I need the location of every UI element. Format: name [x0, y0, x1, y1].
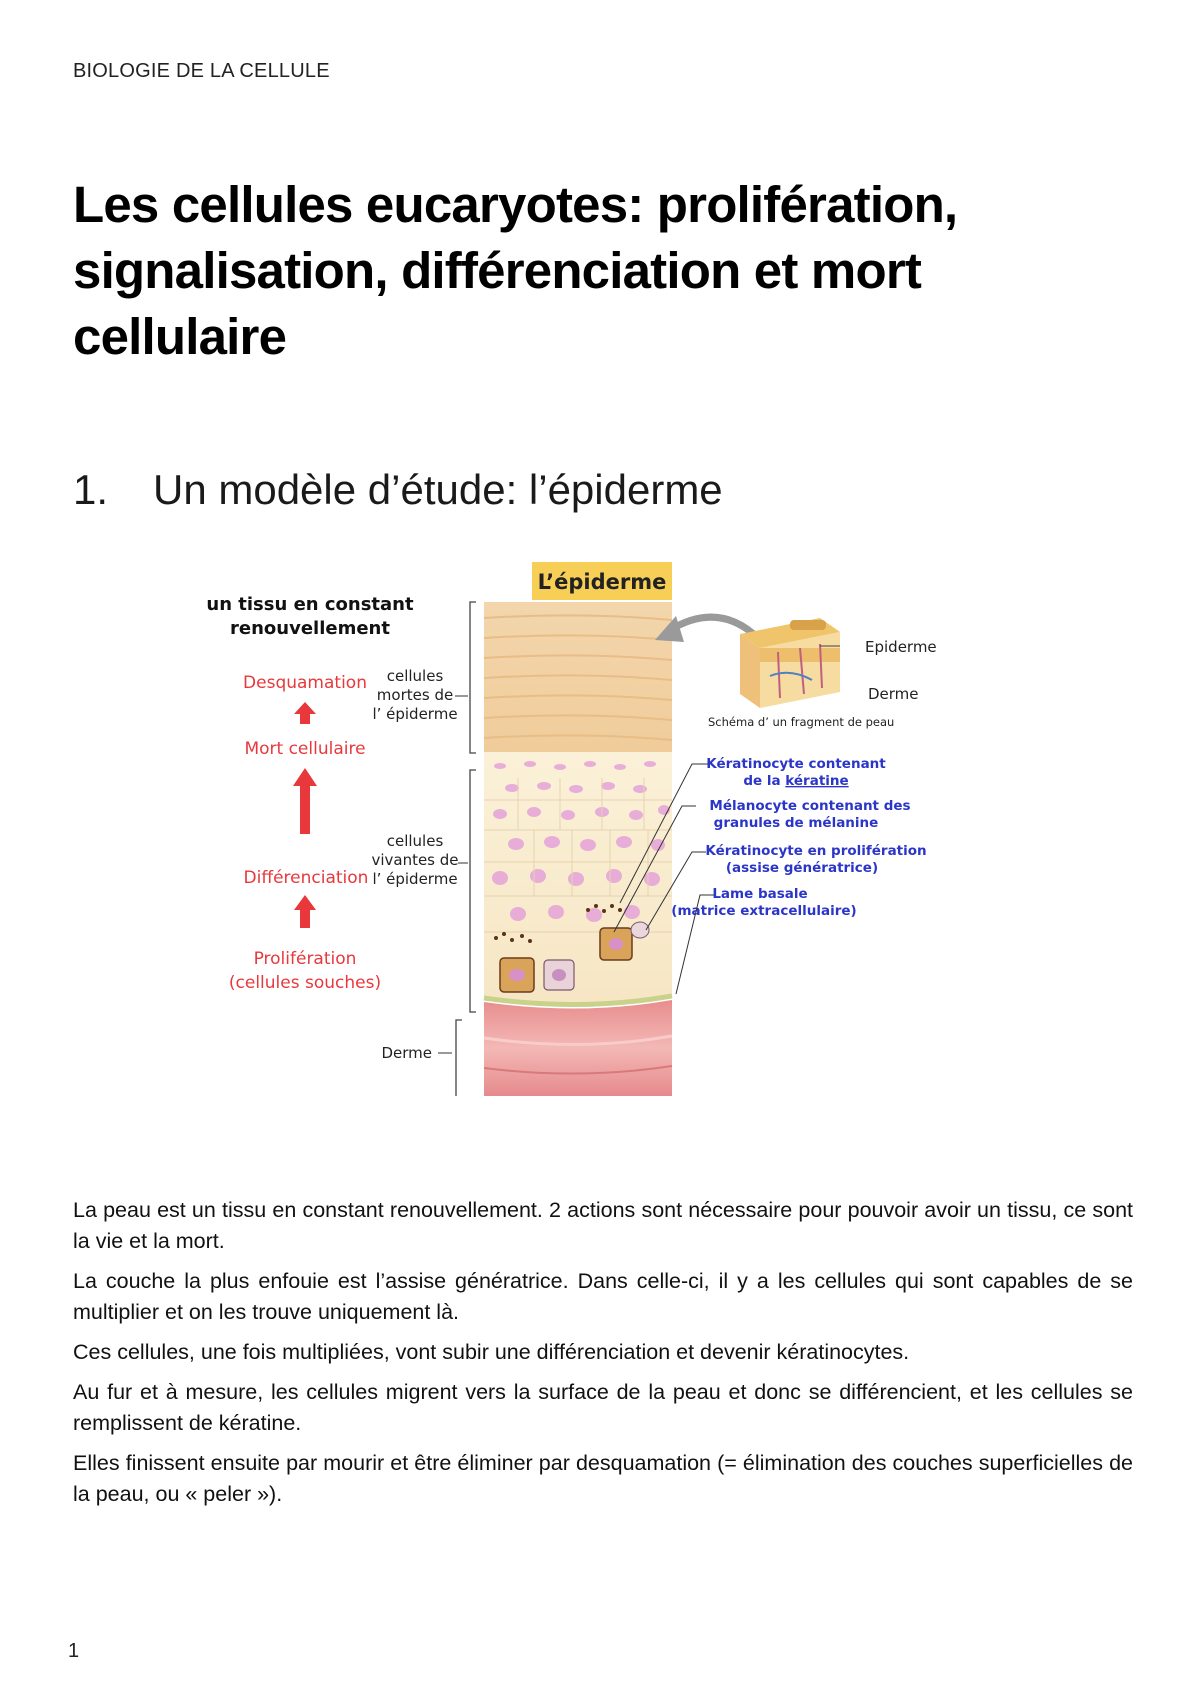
layer-label-derme: Derme: [381, 1044, 432, 1062]
page-number: 1: [68, 1640, 80, 1662]
banner-title: L’épiderme: [537, 570, 667, 594]
layer-label-mortes-3: l’ épiderme: [372, 705, 458, 723]
paragraph: La couche la plus enfouie est l’assise génératrice. Dans celle-ci, il y a les cellules qui sont capables de se multiplier et on les trouve uniquement là.: [73, 1269, 1133, 1324]
inset-label-derme: Derme: [868, 685, 919, 703]
layer-label-mortes-2: mortes de: [376, 686, 454, 704]
page-title: Les cellules eucaryotes: prolifération, signalisation, différenciation et mort cellulaire: [73, 176, 958, 365]
inset-caption: Schéma d’ un fragment de peau: [708, 715, 895, 729]
annotation-proliferation-2: (assise génératrice): [725, 860, 879, 876]
bracket-derme: [456, 1020, 462, 1096]
stage-mort-cellulaire: Mort cellulaire: [244, 739, 366, 759]
figure-subtitle-line2: renouvellement: [230, 618, 390, 639]
layer-label-vivantes-3: l’ épiderme: [372, 870, 458, 888]
section-number: 1.: [73, 466, 109, 513]
dermis-layer: [484, 1000, 672, 1096]
paragraph: Elles finissent ensuite par mourir et être éliminer par desquamation (= élimination des couches superficielles de la peau, ou « peler »).: [73, 1451, 1133, 1506]
paragraph: Ces cellules, une fois multipliées, vont subir une différenciation et devenir kératinocytes.: [73, 1340, 910, 1364]
running-header: BIOLOGIE DE LA CELLULE: [73, 60, 330, 82]
stage-desquamation: Desquamation: [243, 673, 367, 693]
layer-label-vivantes-2: vivantes de: [371, 851, 459, 869]
bracket-dead-layer: [470, 602, 476, 753]
arrow-up-icon: [293, 768, 317, 834]
annotation-lame-basale-1: Lame basale: [712, 886, 808, 902]
annotation-proliferation-1: Kératinocyte en prolifération: [705, 843, 927, 859]
annotation-melanocyte-1: Mélanocyte contenant des: [709, 798, 911, 814]
epidermis-figure: [200, 548, 1000, 1108]
layer-label-vivantes-1: cellules: [386, 832, 444, 850]
annotation-melanocyte-2: granules de mélanine: [713, 815, 879, 831]
keratine-link: kératine: [785, 773, 849, 789]
skin-fragment-inset: [740, 618, 840, 708]
stage-cellules-souches: (cellules souches): [228, 973, 382, 993]
stage-proliferation: Prolifération: [253, 949, 357, 969]
layer-label-mortes-1: cellules: [386, 667, 444, 685]
bracket-living-layer: [470, 770, 476, 1012]
annotation-keratinocyte-2: de la kératine: [743, 773, 849, 789]
paragraph: La peau est un tissu en constant renouvellement. 2 actions sont nécessaire pour pouvoir avoir un tissu, ce sont la vie et la mort.: [73, 1198, 1133, 1253]
stage-differenciation: Différenciation: [243, 868, 369, 888]
section-title: Un modèle d’étude: l’épiderme: [153, 466, 723, 513]
annotation-keratinocyte-1: Kératinocyte contenant: [706, 756, 886, 772]
dead-cell-layer: [484, 602, 672, 752]
body-text: [73, 1195, 1133, 1519]
paragraph: Au fur et à mesure, les cellules migrent vers la surface de la peau et donc se différencient, et les cellules se remplissent de kératine.: [73, 1380, 1133, 1435]
arrow-up-icon: [294, 895, 316, 928]
figure-subtitle-line1: un tissu en constant: [206, 594, 414, 615]
inset-label-epiderme: Epiderme: [865, 638, 937, 656]
epidermis-diagram: [200, 548, 1000, 1108]
section-heading: [73, 466, 723, 514]
arrow-up-icon: [294, 702, 316, 724]
annotation-lame-basale-2: (matrice extracellulaire): [671, 903, 857, 919]
